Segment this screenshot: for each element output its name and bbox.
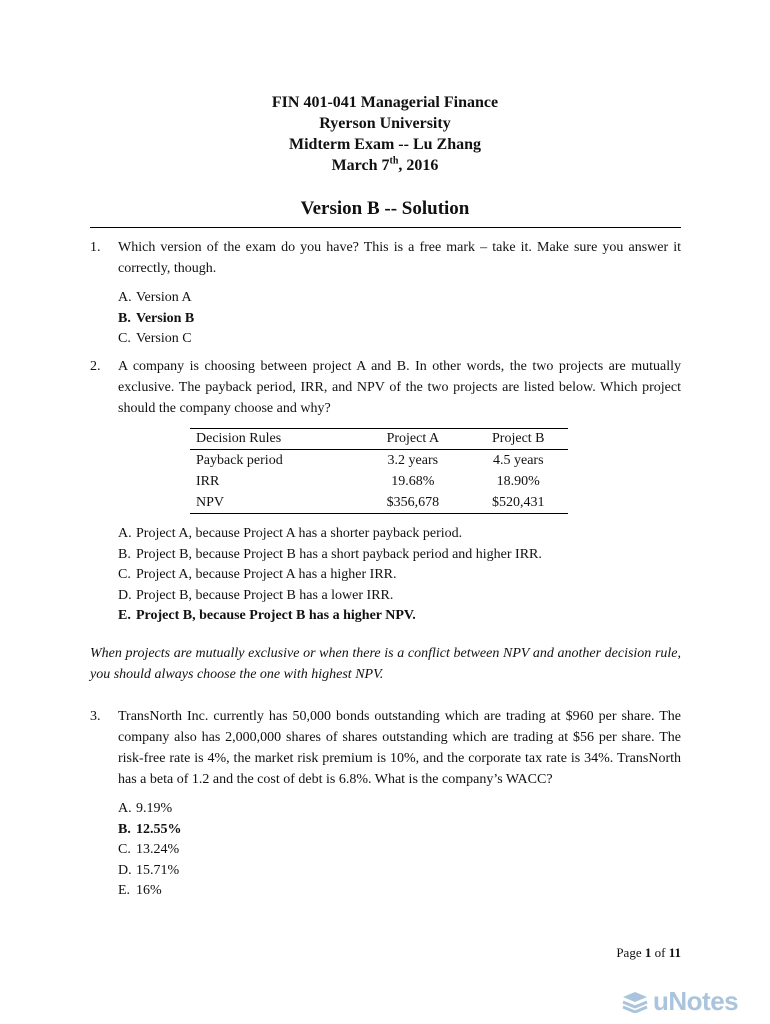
decision-rules-table (190, 428, 568, 514)
option-b-correct: B. Version B (118, 310, 195, 326)
watermark-text: uNotes (653, 986, 739, 1016)
table-header-cell: Project B (463, 429, 568, 450)
option-c: C. Project A, because Project A has a higher IRR. (118, 567, 397, 582)
table-cell: $356,678 (357, 492, 462, 514)
table-cell: 19.68% (391, 473, 435, 489)
option-c: C. 13.24% (118, 842, 180, 857)
version-title: Version B -- Solution (300, 198, 470, 219)
table-row (190, 492, 568, 514)
question-2-options (90, 523, 681, 626)
option-b-correct: B. 12.55% (118, 821, 182, 837)
course-title: FIN 401-041 Managerial Finance (271, 94, 499, 111)
option-a: A. Project A, because Project A has a shorter payback period. (118, 526, 463, 541)
unotes-watermark (621, 986, 738, 1017)
option-b: B. Project B, because Project B has a short payback period and higher IRR. (118, 546, 542, 562)
title-divider (90, 227, 681, 228)
option-e: E. 16% (118, 883, 162, 898)
question-number: 3. (90, 709, 101, 724)
table-cell: Payback period (196, 452, 283, 468)
table-cell: 18.90% (496, 473, 540, 489)
option-a: A. 9.19% (118, 801, 173, 816)
answer-options (118, 523, 681, 626)
question-3 (90, 706, 681, 901)
table-cell: NPV (190, 492, 357, 514)
question-1 (90, 237, 681, 349)
table-cell: $520,431 (463, 492, 568, 514)
table-cell: 3.2 years (387, 452, 439, 468)
book-stack-icon (621, 991, 649, 1013)
solution-note: When projects are mutually exclusive or when there is a conflict between NPV and another decision rule, you should always choose the one with highest NPV. (90, 646, 681, 682)
table-header-cell: Decision Rules (190, 429, 357, 450)
university-name: Ryerson University (319, 115, 451, 132)
table-row (190, 450, 568, 472)
option-d: D. 15.71% (118, 862, 180, 878)
question-text: TransNorth Inc. currently has 50,000 bonds outstanding which are trading at $960 per share. The company also has 2,000,000 shares of shares outstanding which are trading at $56 per share. The risk-free rate is 4%, the market risk premium is 10%, and the corporate tax rate is 34%. TransNorth has a beta of 1.2 and the cost of debt is 6.8%. What is the company’s WACC? (118, 709, 681, 787)
question-number: 2. (90, 359, 101, 374)
exam-date: March 7th, 2016 (331, 155, 439, 174)
option-a: A. Version A (118, 290, 192, 305)
table-cell: 4.5 years (492, 452, 544, 468)
answer-options (118, 798, 681, 901)
question-text: A company is choosing between project A and B. In other words, the two projects are mutually exclusive. The payback period, IRR, and NPV of the two projects are listed below. Which project should the company choose and why? (118, 359, 681, 416)
page-number: Page 1 of 11 (616, 945, 681, 960)
question-2 (90, 356, 681, 419)
table-header-cell: Project A (357, 429, 462, 450)
exam-header (0, 92, 770, 176)
exam-title: Midterm Exam -- Lu Zhang (289, 136, 481, 153)
option-d: D. Project B, because Project B has a lower IRR. (118, 587, 394, 603)
table-header-row (190, 429, 568, 450)
option-e-correct: E. Project B, because Project B has a higher NPV. (118, 608, 416, 623)
table-cell: IRR (196, 473, 220, 489)
option-c: C. Version C (118, 331, 192, 346)
table-row (190, 471, 568, 492)
question-text: Which version of the exam do you have? This is a free mark – take it. Make sure you answer it correctly, though. (118, 240, 681, 276)
answer-options (118, 287, 681, 349)
question-number: 1. (90, 240, 101, 255)
